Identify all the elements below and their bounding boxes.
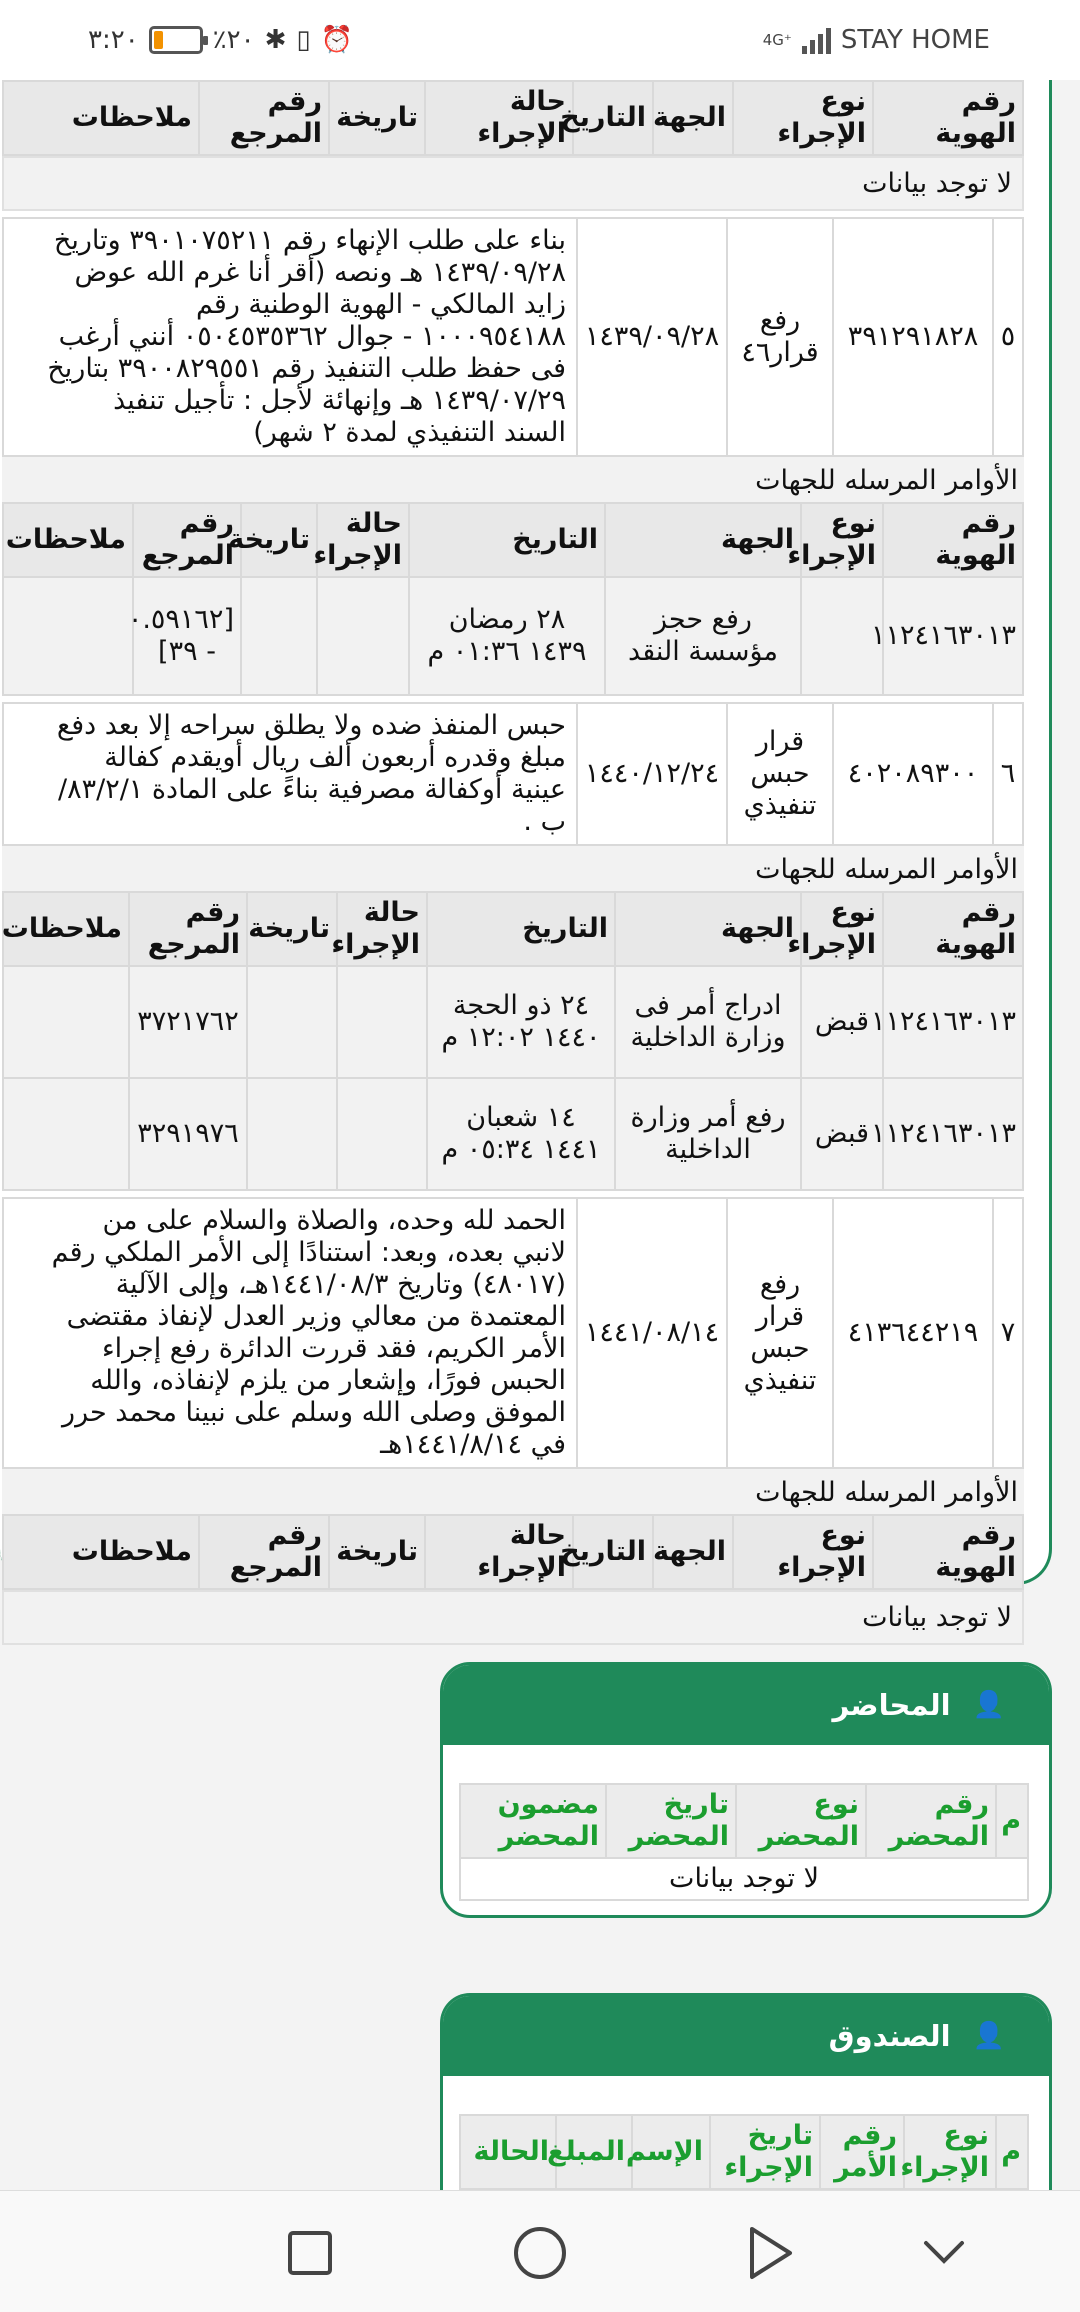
col-party: الجهة xyxy=(653,1515,733,1589)
fund-panel-header xyxy=(443,1996,1049,2076)
order-notes xyxy=(3,1078,129,1190)
record-type: قرار حبس تنفيذي xyxy=(727,703,833,845)
col-id: رقم الهوية xyxy=(873,81,1023,155)
col-ref: رقم المرجع xyxy=(133,503,241,577)
orders-subtitle: الأوامر المرسله للجهات xyxy=(2,457,1024,502)
record-type: رفع قرار٤٦ xyxy=(727,218,833,456)
battery-percent: ٪٢٠ xyxy=(212,25,255,55)
record-id: ٤٠٢٠٨٩٣٠٠ xyxy=(833,703,993,845)
orders-table-r5 xyxy=(2,502,1024,696)
col-status: حالة الإجراء xyxy=(317,503,409,577)
col-its-date: تاريخة xyxy=(241,503,317,577)
chevron-down-icon[interactable] xyxy=(922,2237,966,2267)
record-id: ٣٩١٢٩١٨٢٨ xyxy=(833,218,993,456)
col-action-type: نوع الإجراء xyxy=(801,892,883,966)
record-text: حبس المنفذ ضده ولا يطلق سراحه إلا بعد دفع مبلغ وقدره أربعون ألف ريال أويقدم كفالة عينية أوكفالة مصرفية بناءً على المادة ٨٣/٢/١/ب . xyxy=(3,703,577,845)
record-number: ٥ xyxy=(993,218,1023,456)
minutes-table xyxy=(459,1783,1029,1901)
col-minutes-no: رقم المحضر xyxy=(866,1784,996,1858)
col-action-type: نوع الإجراء xyxy=(733,1515,873,1589)
order-notes xyxy=(3,966,129,1078)
order-ref: ٣٧٢١٧٦٢ xyxy=(129,966,247,1078)
col-minutes-date: تاريخ المحضر xyxy=(606,1784,736,1858)
col-minutes-type: نوع المحضر xyxy=(736,1784,866,1858)
col-fund-amount: المبلغ xyxy=(556,2115,632,2189)
col-date: التاريخ xyxy=(573,1515,653,1589)
col-id: رقم الهوية xyxy=(873,1515,1023,1589)
user-icon: 👤 xyxy=(972,2021,1005,2051)
order-its-date xyxy=(247,966,337,1078)
fund-panel xyxy=(440,1993,1052,2190)
order-status xyxy=(317,577,409,695)
fund-table xyxy=(459,2114,1029,2190)
battery-fill xyxy=(154,31,163,49)
bluetooth-icon: ✱ xyxy=(264,25,287,55)
col-notes: ملاحظات xyxy=(3,81,199,155)
record-row xyxy=(2,1197,1024,1469)
record-type: رفع قرار حبس تنفيذي xyxy=(727,1198,833,1468)
network-type: 4G⁺ xyxy=(762,31,792,49)
recents-icon[interactable] xyxy=(286,2229,334,2277)
orders-subtitle: الأوامر المرسله للجهات xyxy=(2,1469,1024,1514)
orders-subtitle: الأوامر المرسله للجهات xyxy=(2,846,1024,891)
col-party: الجهة xyxy=(605,503,801,577)
order-its-date xyxy=(241,577,317,695)
table-row xyxy=(3,577,1023,695)
col-party: الجهة xyxy=(615,892,801,966)
order-status xyxy=(337,1078,427,1190)
order-party: رفع حجز مؤسسة النقد xyxy=(605,577,801,695)
order-notes xyxy=(3,577,133,695)
status-right xyxy=(763,20,990,60)
carrier-name: STAY HOME xyxy=(840,25,990,55)
order-date: ٢٤ ذو الحجة ١٤٤٠ ١٢:٠٢ م xyxy=(427,966,615,1078)
col-date: التاريخ xyxy=(427,892,615,966)
col-notes: ملاحظات xyxy=(3,1515,199,1589)
orders-table-r6 xyxy=(2,891,1024,1191)
enforcement-card xyxy=(0,80,1052,1633)
order-id: ١١٢٤١٦٣٠١٣ xyxy=(883,1078,1023,1190)
col-fund-date: تاريخ الإجراء xyxy=(710,2115,820,2189)
order-type: قبض xyxy=(801,1078,883,1190)
minutes-panel xyxy=(440,1662,1052,1918)
col-status: حالة الإجراء xyxy=(337,892,427,966)
record-date: ١٤٤١/٠٨/١٤ xyxy=(577,1198,727,1468)
order-id: ١١٢٤١٦٣٠١٣ xyxy=(883,577,1023,695)
navigation-bar xyxy=(0,2190,1080,2312)
page-content[interactable] xyxy=(0,80,1080,2190)
col-fund-order-no: رقم الأمر xyxy=(820,2115,904,2189)
record-number: ٦ xyxy=(993,703,1023,845)
table-row xyxy=(3,966,1023,1078)
order-its-date xyxy=(247,1078,337,1190)
record-row xyxy=(2,217,1024,457)
col-m: م xyxy=(996,2115,1028,2189)
col-action-type: نوع الإجراء xyxy=(733,81,873,155)
orders-table-r7 xyxy=(2,1514,1024,1590)
vibrate-icon: ▯ xyxy=(296,25,311,55)
record-date: ١٤٣٩/٠٩/٢٨ xyxy=(577,218,727,456)
col-status: حالة الإجراء xyxy=(425,81,573,155)
record-row xyxy=(2,702,1024,846)
records-table-area xyxy=(2,80,1024,1645)
col-notes: ملاحظات xyxy=(3,503,133,577)
back-icon[interactable] xyxy=(746,2225,794,2281)
col-ref: رقم المرجع xyxy=(129,892,247,966)
order-date: ٢٨ رمضان ١٤٣٩ ٠١:٣٦ م xyxy=(409,577,605,695)
clock: ٣:٢٠ xyxy=(88,25,139,55)
orders-table-top xyxy=(2,80,1024,156)
order-party: رفع أمر وزارة الداخلية xyxy=(615,1078,801,1190)
col-date: التاريخ xyxy=(409,503,605,577)
col-fund-type: نوع الإجراء xyxy=(904,2115,996,2189)
record-number: ٧ xyxy=(993,1198,1023,1468)
table-row xyxy=(3,1078,1023,1190)
record-text: بناء على طلب الإنهاء رقم ٣٩٠١٠٧٥٢١١ وتاريخ ١٤٣٩/٠٩/٢٨ هـ ونصه (أقر أنا غرم الله عوض زايد المالكي - الهوية الوطنية رقم ١٠٠٠٩٥٤١٨٨ - جوال ٠٥٠٤٥٣٥٣٦٢ أنني أرغب فى حفظ طلب التنفيذ رقم ٣٩٠٠٨٢٩٥٥١ بتاريخ ١٤٣٩/٠٧/٢٩ هـ وإنهائة لأجل : تأجيل تنفيذ السند التنفيذي لمدة ٢ شهر) xyxy=(3,218,577,456)
col-ref: رقم المرجع xyxy=(199,81,329,155)
col-minutes-content: مضمون المحضر xyxy=(460,1784,606,1858)
minutes-panel-header xyxy=(443,1665,1049,1745)
alarm-icon: ⏰ xyxy=(320,25,354,55)
order-type: قبض xyxy=(801,966,883,1078)
orders-header-row xyxy=(3,81,1023,155)
col-m: م xyxy=(996,1784,1028,1858)
order-ref: ٣٢٩١٩٧٦ xyxy=(129,1078,247,1190)
col-its-date: تاريخة xyxy=(329,81,425,155)
fund-panel-title: الصندوق xyxy=(828,2019,951,2053)
battery-icon xyxy=(149,26,203,54)
record-text: الحمد لله وحده، والصلاة والسلام على من لانبي بعده، وبعد: استنادًا إلى الأمر الملكي رقم (٤٨٠١٧) وتاريخ ١٤٤١/٠٨/٣هـ، وإلى الآلية المعتمدة من معالي وزير العدل لإنفاذ مقتضى الأمر الكريم، فقد قررت الدائرة رفع إجراء الحبس فورًا، وإشعار من يلزم لإنفاذه، والله الموفق وصلى الله وسلم على نبينا محمد حرر في ١٤٤١/٨/١٤هـ xyxy=(3,1198,577,1468)
no-data-text: لا توجد بيانات xyxy=(2,156,1024,211)
col-id: رقم الهوية xyxy=(883,503,1023,577)
col-id: رقم الهوية xyxy=(883,892,1023,966)
col-fund-status: الحالة xyxy=(460,2115,556,2189)
home-icon[interactable] xyxy=(512,2225,568,2281)
signal-icon xyxy=(802,26,831,54)
order-id: ١١٢٤١٦٣٠١٣ xyxy=(883,966,1023,1078)
record-id: ٤١٣٦٤٤٢١٩ xyxy=(833,1198,993,1468)
col-action-type: نوع الإجراء xyxy=(801,503,883,577)
col-date: التاريخ xyxy=(573,81,653,155)
no-data-text: لا توجد بيانات xyxy=(2,1590,1024,1645)
col-status: حالة الإجراء xyxy=(425,1515,573,1589)
no-data-text: لا توجد بيانات xyxy=(460,1858,1028,1900)
col-party: الجهة xyxy=(653,81,733,155)
order-date: ١٤ شعبان ١٤٤١ ٠٥:٣٤ م xyxy=(427,1078,615,1190)
order-party: ادراج أمر فى وزارة الداخلية xyxy=(615,966,801,1078)
order-status xyxy=(337,966,427,1078)
record-date: ١٤٤٠/١٢/٢٤ xyxy=(577,703,727,845)
order-ref: [٠.٥٩١٦٢ - ٣٩] xyxy=(133,577,241,695)
col-fund-name: الإسم xyxy=(632,2115,710,2189)
col-its-date: تاريخة xyxy=(329,1515,425,1589)
col-notes: ملاحظات xyxy=(3,892,129,966)
minutes-panel-title: المحاضر xyxy=(832,1688,951,1722)
col-its-date: تاريخة xyxy=(247,892,337,966)
user-icon: 👤 xyxy=(972,1690,1005,1720)
status-left xyxy=(88,20,353,60)
col-ref: رقم المرجع xyxy=(199,1515,329,1589)
status-bar xyxy=(0,0,1080,80)
